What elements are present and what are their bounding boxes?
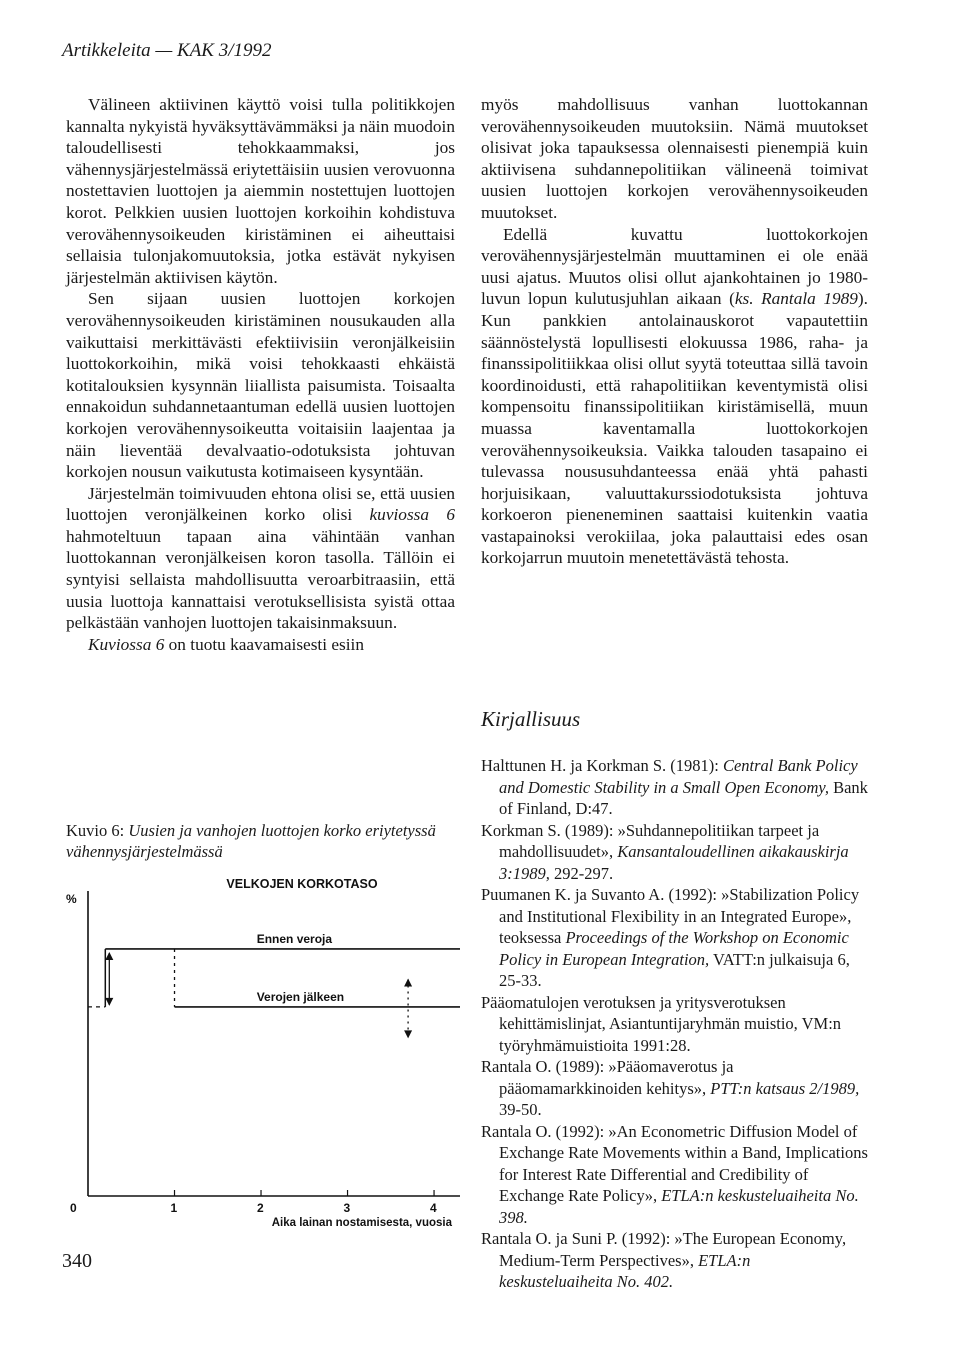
paragraph-4-figure-ref: Kuviossa 6: [88, 634, 165, 654]
figure-caption: [66, 820, 456, 862]
right-paragraph-2-start: Edellä kuvattu luottokorkojen verovähennysjärjestelmän muuttaminen ei ole enää uusi ajatus. Muutos olisi ollut ajankohtainen jo 1980-luvun lopun kulutusjuhlan aikaan (: [481, 224, 868, 309]
y-axis-label: %: [66, 892, 77, 906]
running-head: Artikkeleita — KAK 3/1992: [62, 40, 272, 61]
right-paragraph-2-citation: ks. Rantala 1989: [734, 289, 858, 309]
reference-item: Rantala O. (1989): »Pääomaverotus ja pääomamarkkinoiden kehitys», PTT:n katsaus 2/1989, 39-50.: [481, 1057, 860, 1119]
series-label-ennen-veroja: Ennen veroja: [256, 931, 333, 946]
reference-item: Rantala O. ja Suni P. (1992): »The European Economy, Medium-Term Perspectives», ETLA:n keskusteluaiheita No. 402.: [481, 1229, 847, 1291]
reference-item: Korkman S. (1989): »Suhdannepolitiikan tarpeet ja mahdollisuudet», Kansantaloudellinen aikakauskirja 3:1989, 292-297.: [481, 820, 849, 883]
paragraph-1: Välineen aktiivinen käyttö voisi tulla politikkojen kannalta nykyistä hyväksyttävämmäksi ja näin muodoin taloudellisesti tehokkaammaksi, jos vähennysjärjestelmässä eriytettäisiin uusien verovuonna nostettavien luottojen ja aiemmin nostettujen luottojen korot. Pelkkien uusien luottojen korkoihin kohdistuva verovähennysoikeuden kiristäminen ei aiheuttaisi sellaisia tulonjakomuutoksia, jotka estävät nykyisen järjestelmän aktiivisen käytön.: [66, 95, 455, 287]
reference-item: Rantala O. (1992): »An Econometric Diffusion Model of Exchange Rate Movements within a Band, Implications for Interest Rate Differential and Credibility of Exchange Rate Policy», ETLA:n keskusteluaiheita No. 398.: [481, 1121, 868, 1227]
paragraph-4: [66, 634, 455, 656]
x-tick-label: 2: [257, 1201, 264, 1215]
paragraph-3-start: Järjestelmän toimivuuden ehtona olisi se, että uusien luottojen veronjälkeinen korko olisi: [66, 483, 455, 525]
right-paragraph-2: [481, 224, 868, 570]
paragraph-3-end: hahmoteltuun tapaan aina vähintään vanhan luottokannan veronjälkeisen koron tasolla. Tällöin ei syntyisi sellaista mahdollisuutta veroarbitraasiin, että uusia luottoja kannattaisi verotuksellisista syistä ottaa pelkästään vanhojen luottojen takaisinmaksuun.: [66, 526, 455, 633]
paragraph-4-text: on tuotu kaavamaisesti esiin: [164, 634, 364, 654]
right-paragraph-2-end: ). Kun pankkien antolainauskorot vapautettiin säännöstelystä lopullisesti elokuussa 1986, raha- ja finanssipolitiikkaa olisi ollut syytä toteuttaa sillä tavoin koordinoidusti, että rahapolitiikan keventymistä olisi kompensoitu finanssipolitiikan kiristämisellä, muun muassa kaventamalla luottokorkojen verovähennysoikeuksia. Vaikka talouden tasapaino ei tulevassa noususuhdanteessa enää yhtä pahasti horjuisikaan, valuuttakurssiodotuksista johtuva korkoeron pieneneminen saattaisi kuitenkin vaatia vastapainoksi verokiilaa, joka palauttaisi edes osan korkojarrun muutoin menetettävästä tehosta.: [481, 289, 868, 568]
x-tick-label: 4: [430, 1201, 437, 1215]
left-column: [66, 94, 455, 655]
references-list: [481, 755, 868, 1293]
series-label-verojen-jalkeen: Verojen jälkeen: [256, 989, 345, 1004]
right-paragraph-1: myös mahdollisuus vanhan luottokannan verovähennysoikeuden muutoksiin. Nämä muutokset olisivat joka tapauksessa olennaisesti pienempiä kuin aktiivisena suhdannepolitiikan välineenä toimivat uusien luottojen korkojen verovähennysoikeuden muutokset.: [481, 95, 868, 222]
dotted-arrow-head-down: [404, 1030, 412, 1038]
paragraph-3: [66, 483, 455, 634]
x-axis-title: Aika lainan nostamisesta, vuosia: [271, 1217, 452, 1229]
x-tick-label: 1: [170, 1201, 178, 1215]
reference-item: Puumanen K. ja Suvanto A. (1992): »Stabilization Policy and Institutional Flexibility in an Integrated Europe», teoksessa Proceedings of the Workshop on Economic Policy in European Integration, VATT:n julkaisuja 6, 25-33.: [481, 885, 860, 990]
references-heading: Kirjallisuus: [481, 707, 581, 731]
dotted-arrow-head-up: [404, 978, 412, 986]
chart-title: VELKOJEN KORKOTASO: [226, 877, 378, 891]
reference-item: Halttunen H. ja Korkman S. (1981): Central Bank Policy and Domestic Stability in a Small Open Economy, Bank of Finland, D:47.: [481, 756, 868, 818]
caption-title: Uusien ja vanhojen luottojen korko eriytetyssä vähennysjärjestelmässä: [66, 821, 436, 861]
interest-rate-chart: [56, 868, 466, 1238]
reference-item: Pääomatulojen verotuksen ja yritysverotuksen kehittämislinjat, Asiantuntijaryhmän muistio, VM:n työryhmämuistioita 1991:28.: [481, 992, 842, 1055]
x-tick-label: 3: [343, 1201, 351, 1215]
paragraph-2: Sen sijaan uusien luottojen korkojen verovähennysoikeuden kiristäminen nousukauden alla vaikuttaisi merkittävästi efektiivisiin veronjälkeisiin luottokorkoihin, mikä voisi tehokkaasti ehkäistä kotitalouksien kysynnän liiallista paisumista. Toisaalta ennakoidun suhdannetaantuman edellä uusien luottojen korkojen verovähennysoikeutta voitaisiin laajentaa ja näin lieventää devalvaatio-odotuksista johtuvan korkojen nousun vaikutusta kotimaiseen kysyntään.: [66, 289, 455, 482]
page-number: 340: [62, 1250, 92, 1272]
arrow-head-up: [105, 952, 113, 960]
x-tick-label: 0: [70, 1201, 77, 1215]
arrow-head-down: [105, 998, 113, 1006]
right-column: [481, 94, 868, 569]
paragraph-3-figure-ref: kuviossa 6: [369, 505, 455, 525]
caption-prefix: Kuvio 6:: [66, 821, 129, 840]
